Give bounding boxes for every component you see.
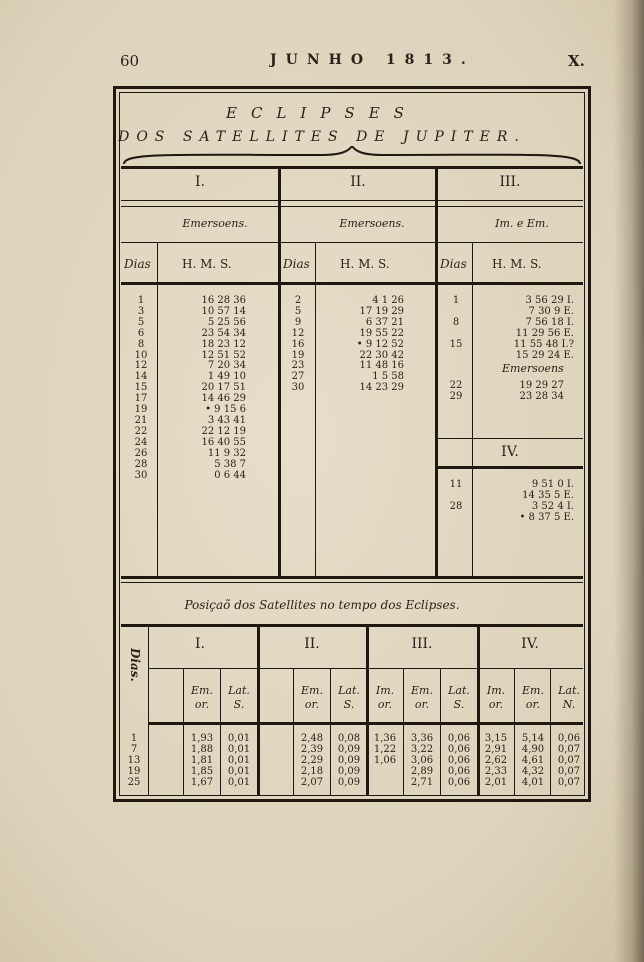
bottom-cell: 4,90 xyxy=(521,743,545,755)
sat1-time: 5 38 7 xyxy=(214,458,246,470)
bottom-cell: 4,61 xyxy=(521,754,545,766)
sat2-time: 19 55 22 xyxy=(359,327,404,339)
bottom-group-III: III. xyxy=(411,636,433,652)
sat3-time: 15 29 24 E. xyxy=(515,349,574,361)
bottom-col-iv-im xyxy=(479,734,513,789)
bottom-colhead-2-2: Lat. S. xyxy=(338,684,360,711)
bottom-colhead-1-2: Lat. S. xyxy=(228,684,250,711)
sat4-time: 3 52 4 I. xyxy=(531,500,574,512)
bottom-cell: 1,06 xyxy=(373,754,397,766)
bottom-cell: 1,36 xyxy=(373,733,397,744)
sat2-days-column xyxy=(284,296,312,394)
bottom-cell: 2,07 xyxy=(300,776,324,788)
bottom-cell: 2,18 xyxy=(300,765,324,777)
sat4-time: 14 35 5 E. xyxy=(522,489,574,501)
bottom-cell: 0,06 xyxy=(447,733,471,744)
running-head xyxy=(0,52,644,76)
bottom-cell: 0,01 xyxy=(227,733,251,744)
bottom-cell: 0,09 xyxy=(337,765,361,777)
bottom-col-iii-em xyxy=(405,734,439,789)
subheader-II: Emersoens. xyxy=(339,217,405,230)
sat2-day: 27 xyxy=(291,371,305,383)
sat2-day: 5 xyxy=(294,305,302,317)
sat1-time: 14 46 29 xyxy=(201,393,246,405)
sat1-time: 0 6 44 xyxy=(214,469,246,481)
bottom-cell: 4,32 xyxy=(521,765,545,777)
bottom-cell: 0,08 xyxy=(337,733,361,744)
sat1-time: • 9 15 6 xyxy=(205,404,246,416)
bottom-sub-3 xyxy=(293,668,294,796)
sat1-day: 28 xyxy=(134,458,148,470)
bottom-col-iv-lat xyxy=(552,734,586,789)
sat2-time: 6 37 21 xyxy=(365,316,404,328)
rule-under-subhead xyxy=(121,242,583,243)
col-hms-3: H. M. S. xyxy=(492,257,542,271)
bottom-cell: 0,01 xyxy=(227,743,251,755)
bottom-colhead-4-1: Im. or. xyxy=(486,684,506,711)
sat3-times2-column xyxy=(486,381,564,403)
subheader-I: Emersoens. xyxy=(182,217,248,230)
sat1-time: 5 25 56 xyxy=(207,316,246,328)
sat1-day: 8 xyxy=(137,338,145,350)
sat1-time: 16 28 36 xyxy=(201,295,246,306)
sat2-time: 1 5 58 xyxy=(372,371,404,383)
bottom-cell: 0,06 xyxy=(447,765,471,777)
sat2-day: 12 xyxy=(291,327,305,339)
sat1-time: 20 17 51 xyxy=(201,382,246,394)
bottom-table-top-rule xyxy=(121,624,583,627)
sat3-days2-column xyxy=(442,381,470,403)
bottom-dias-label: Dias. xyxy=(128,648,142,682)
sat1-day: 12 xyxy=(134,360,148,372)
sat3-day xyxy=(442,329,470,340)
sat3-time: 7 56 18 I. xyxy=(525,316,574,328)
sat2-time: 22 30 42 xyxy=(359,349,404,361)
sat2-day: 9 xyxy=(294,316,302,328)
sat2-day: 16 xyxy=(291,338,305,350)
bottom-cell: 7 xyxy=(130,743,138,755)
title-line-1: ECLIPSES xyxy=(226,104,418,122)
bottom-cell: 2,89 xyxy=(410,765,434,777)
sat1-time: 22 12 19 xyxy=(201,425,246,437)
bottom-col-i-em xyxy=(185,734,219,789)
sat3-time: 11 55 48 I.? xyxy=(513,338,574,350)
bottom-cell: 3,22 xyxy=(410,743,434,755)
dias-divider-3 xyxy=(472,242,473,576)
bottom-cell xyxy=(368,767,402,778)
bottom-cell: 4,01 xyxy=(521,776,545,788)
sat3-time: 11 29 56 E. xyxy=(515,327,574,339)
bottom-col-ii-lat xyxy=(332,734,366,789)
bottom-col-ii-em xyxy=(295,734,329,789)
bottom-col-i-lat xyxy=(222,734,256,789)
sat3-day2: 29 xyxy=(449,390,463,402)
sat1-day: 10 xyxy=(134,349,148,361)
sat2-time: 14 23 29 xyxy=(359,382,404,394)
top-table-bottom-rule-2 xyxy=(121,582,583,583)
bottom-cell: 0,09 xyxy=(337,754,361,766)
sat4-time: • 8 37 5 E. xyxy=(519,511,574,523)
top-table-top-rule xyxy=(121,166,583,169)
bottom-cell: 2,62 xyxy=(484,754,508,766)
sat1-day: 6 xyxy=(137,327,145,339)
sat1-day: 30 xyxy=(134,469,148,481)
sat2-time: 17 19 29 xyxy=(359,305,404,317)
sat1-days-column xyxy=(128,296,154,481)
bottom-cell: 2,01 xyxy=(484,776,508,788)
sat1-time: 23 54 34 xyxy=(201,327,246,339)
sat3-emersoens-label: Emersoens xyxy=(502,362,564,375)
bottom-cell: 0,06 xyxy=(447,743,471,755)
bottom-table-title: Posiçaõ dos Satellites no tempo dos Eclipses. xyxy=(184,598,460,612)
bottom-cell: 1,67 xyxy=(190,776,214,788)
sat3-days-column xyxy=(442,296,470,351)
sat1-day: 22 xyxy=(134,425,148,437)
bottom-cell: 1,81 xyxy=(190,754,214,766)
sat3-day2: 22 xyxy=(449,380,463,391)
sat3-times-column xyxy=(486,296,574,361)
bottom-sub-1 xyxy=(183,668,184,796)
sat1-day: 3 xyxy=(137,305,145,317)
sat1-time: 1 49 10 xyxy=(207,371,246,383)
sat3-time2: 19 29 27 xyxy=(519,380,564,391)
dias-divider-1 xyxy=(157,242,158,576)
bottom-group-I: I. xyxy=(195,636,205,652)
title-line-2: DOS SATELLITES DE JUPITER. xyxy=(118,129,526,145)
sat4-times-column xyxy=(486,480,574,524)
bottom-sub-8 xyxy=(550,668,551,796)
bottom-sub-2 xyxy=(220,668,221,796)
rule-under-roman xyxy=(121,200,583,201)
top-table-bottom-rule xyxy=(121,576,583,579)
bottom-cell: 1,85 xyxy=(190,765,214,777)
sat1-day: 15 xyxy=(134,382,148,394)
bottom-cell: 0,07 xyxy=(557,743,581,755)
bottom-dias-divider xyxy=(148,626,149,796)
sat2-time: • 9 12 52 xyxy=(356,338,404,350)
rule-under-colhead xyxy=(121,282,583,285)
sat1-time: 7 20 34 xyxy=(207,360,246,372)
sat4-day: 28 xyxy=(449,500,463,512)
bottom-cell: 1,22 xyxy=(373,743,397,755)
bottom-colhead-3-3: Lat. S. xyxy=(448,684,470,711)
sat1-day: 5 xyxy=(137,316,145,328)
sat1-day: 14 xyxy=(134,371,148,383)
bottom-group-divider-1 xyxy=(257,626,260,796)
sat1-time: 3 43 41 xyxy=(207,414,246,426)
bottom-colhead-3-1: Im. or. xyxy=(375,684,395,711)
sat1-time: 18 23 12 xyxy=(201,338,246,350)
bottom-cell: 0,06 xyxy=(447,776,471,788)
group-II-header: II. xyxy=(350,174,366,190)
bottom-sub-6 xyxy=(440,668,441,796)
bottom-colhead-4-2: Em. or. xyxy=(522,684,544,711)
sat2-day: 30 xyxy=(291,382,305,394)
bottom-col-iii-lat xyxy=(442,734,476,789)
bottom-cell: 0,01 xyxy=(227,754,251,766)
sat1-time: 10 57 14 xyxy=(201,305,246,317)
bottom-cell: 19 xyxy=(127,765,141,777)
bottom-cell xyxy=(368,778,402,789)
bottom-colhead-2-1: Em. or. xyxy=(301,684,323,711)
sat3-day: 15 xyxy=(449,338,463,350)
bottom-cell: 2,33 xyxy=(484,765,508,777)
bottom-col-days xyxy=(122,734,146,789)
bottom-cell: 0,07 xyxy=(557,754,581,766)
bottom-group-II: II. xyxy=(304,636,320,652)
sat2-times-column xyxy=(326,296,404,394)
sat4-days-column xyxy=(442,480,470,524)
col-dias-2: Dias xyxy=(283,257,310,271)
bottom-cell: 0,01 xyxy=(227,776,251,788)
sat2-time: 11 48 16 xyxy=(359,360,404,372)
bottom-colhead-1-1: Em. or. xyxy=(191,684,213,711)
col-hms-1: H. M. S. xyxy=(182,257,232,271)
bottom-cell: 2,48 xyxy=(300,733,324,744)
bottom-cell: 5,14 xyxy=(521,733,545,744)
sat1-day: 17 xyxy=(134,393,148,405)
sat1-day: 26 xyxy=(134,447,148,459)
sat3-day: 8 xyxy=(452,316,460,328)
bottom-cell: 2,29 xyxy=(300,754,324,766)
bottom-cell: 0,01 xyxy=(227,765,251,777)
dias-divider-2 xyxy=(315,242,316,576)
bottom-cell: 13 xyxy=(127,754,141,766)
bottom-cell: 2,39 xyxy=(300,743,324,755)
bottom-cell: 0,07 xyxy=(557,765,581,777)
bottom-sub-5 xyxy=(403,668,404,796)
bottom-cell: 2,71 xyxy=(410,776,434,788)
sat1-day: 1 xyxy=(137,295,145,306)
sat1-time: 12 51 52 xyxy=(201,349,246,361)
bottom-group-IV: IV. xyxy=(521,636,539,652)
sat2-day: 19 xyxy=(291,349,305,361)
page-number: 60 xyxy=(120,52,140,70)
sat4-day: 11 xyxy=(449,479,463,490)
bottom-cell: 1 xyxy=(130,733,138,744)
sat1-time: 11 9 32 xyxy=(207,447,246,459)
sat4-time: 9 51 0 I. xyxy=(531,479,574,490)
sat1-time: 16 40 55 xyxy=(201,436,246,448)
bottom-sub-4 xyxy=(330,668,331,796)
sat1-day: 24 xyxy=(134,436,148,448)
bottom-cell: 3,06 xyxy=(410,754,434,766)
sat3-time: 7 30 9 E. xyxy=(528,305,574,317)
bottom-col-iv-em xyxy=(516,734,550,789)
sat3-day: 1 xyxy=(452,295,460,306)
group-III-header: III. xyxy=(499,174,521,190)
sat4-rule-bottom xyxy=(437,466,583,469)
sat1-day: 21 xyxy=(134,414,148,426)
sat2-day: 2 xyxy=(294,295,302,306)
col-divider-2 xyxy=(435,166,438,576)
bottom-colhead-4-3: Lat. N. xyxy=(558,684,580,711)
bottom-cell: 0,07 xyxy=(557,776,581,788)
group-I-header: I. xyxy=(195,174,205,190)
bottom-cell: 0,09 xyxy=(337,743,361,755)
section-roman: X. xyxy=(568,52,585,70)
bottom-cell: 0,09 xyxy=(337,776,361,788)
sat3-time: 3 56 29 I. xyxy=(525,295,574,306)
bottom-cell: 1,93 xyxy=(190,733,214,744)
col-dias-1: Dias xyxy=(124,257,151,271)
bottom-col-iii-im xyxy=(368,734,402,789)
sat2-time: 4 1 26 xyxy=(372,295,404,306)
bottom-cell: 0,06 xyxy=(447,754,471,766)
sat1-times-column xyxy=(170,296,246,481)
bottom-cell: 0,06 xyxy=(557,733,581,744)
sat4-header: IV. xyxy=(501,444,519,460)
bottom-cell: 25 xyxy=(127,776,141,788)
bottom-colhead-3-2: Em. or. xyxy=(411,684,433,711)
sat1-day: 19 xyxy=(134,404,148,416)
bottom-cell: 1,88 xyxy=(190,743,214,755)
col-hms-2: H. M. S. xyxy=(340,257,390,271)
month-year: JUNHO 1813. xyxy=(270,52,475,68)
rule-under-roman-2 xyxy=(121,206,583,207)
bottom-cell: 2,91 xyxy=(484,743,508,755)
col-dias-3: Dias xyxy=(440,257,467,271)
sat4-day xyxy=(442,513,470,524)
col-divider-1 xyxy=(278,166,281,576)
bottom-cell: 3,36 xyxy=(410,733,434,744)
sat3-time2: 23 28 34 xyxy=(519,390,564,402)
bottom-sub-7 xyxy=(514,668,515,796)
sat4-rule-top xyxy=(437,438,583,439)
bottom-cell: 3,15 xyxy=(484,733,508,744)
sat2-day: 23 xyxy=(291,360,305,372)
subheader-III: Im. e Em. xyxy=(495,217,549,230)
